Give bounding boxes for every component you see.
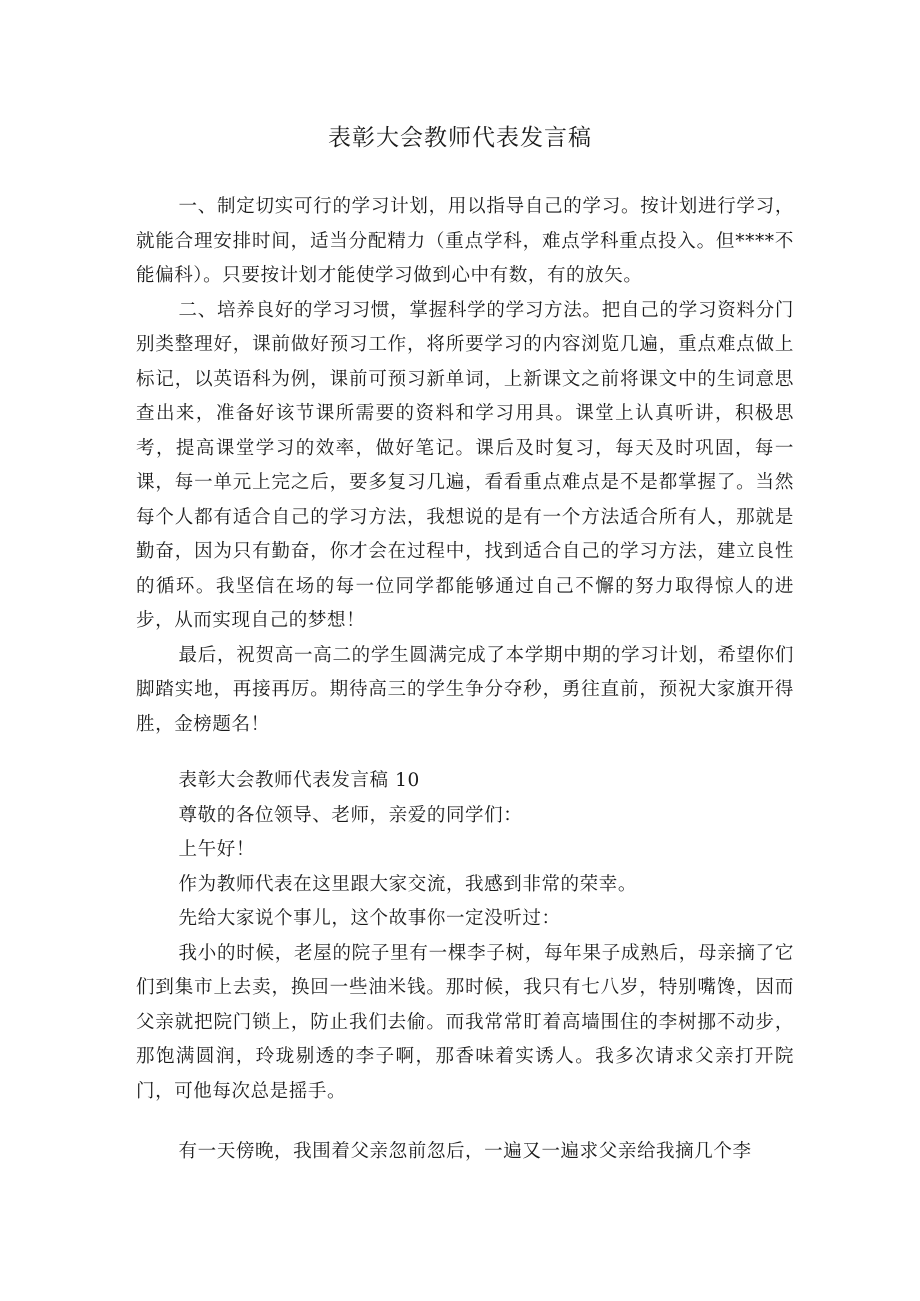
- document-title: 表彰大会教师代表发言稿: [328, 125, 592, 151]
- paragraph-study-plan: 一、制定切实可行的学习计划，用以指导自己的学习。按计划进行学习，就能合理安排时间，适当分配精力（重点学科，难点学科重点投入。但****不能偏科）。只要按计划才能使学习做到心中有数，有的放矢。: [136, 196, 794, 286]
- speech-lead: 先给大家说个事儿，这个故事你一定没听过：: [178, 908, 561, 929]
- speech-heading: 表彰大会教师代表发言稿 10: [178, 770, 420, 791]
- section-speech-10: [136, 764, 794, 1109]
- speech-salutation: 尊敬的各位领导、老师，亲爱的同学们：: [178, 804, 523, 826]
- section-study-methods: [136, 190, 794, 742]
- speech-intro: 作为教师代表在这里跟大家交流，我感到非常的荣幸。: [178, 873, 637, 895]
- paragraph-closing-wishes: 最后，祝贺高一高二的学生圆满完成了本学期中期的学习计划，希望你们脚踏实地，再接再厉。期待高三的学生争分夺秒，勇往直前，预祝大家旗开得胜，金榜题名！: [136, 644, 794, 735]
- speech-story-paragraph: 我小的时候，老屋的院子里有一棵李子树，每年果子成熟后，母亲摘了它们到集市上去卖，换回一些油米钱。那时候，我只有七八岁，特别嘴馋，因而父亲就把院门锁上，防止我们去偷。而我常常盯着高墙围住的李树挪不动步，那饱满圆润，玲珑剔透的李子啊，那香味着实诱人。我多次请求父亲打开院门，可他每次总是摇手。: [136, 942, 794, 1102]
- speech-greeting: 上午好！: [178, 839, 255, 860]
- paragraph-study-habits: 二、培养良好的学习习惯，掌握科学的学习方法。把自己的学习资料分门别类整理好，课前做好预习工作，将所要学习的内容浏览几遍，重点难点做上标记，以英语科为例，课前可预习新单词，上新课文之前将课文中的生词意思查出来，准备好该节课所需要的资料和学习用具。课堂上认真听讲，积极思考，提高课堂学习的效率，做好笔记。课后及时复习，每天及时巩固，每一课，每一单元上完之后，要多复习几遍，看看重点难点是不是都掌握了。当然每个人都有适合自己的学习方法，我想说的是有一个方法适合所有人，那就是勤奋，因为只有勤奋，你才会在过程中，找到适合自己的学习方法，建立良性的循环。我坚信在场的每一位同学都能够通过自己不懈的努力取得惊人的进步，从而实现自己的梦想！: [136, 299, 794, 631]
- story-continuation-paragraph: 有一天傍晚，我围着父亲忽前忽后，一遍又一遍求父亲给我摘几个李: [178, 1141, 752, 1162]
- section-continuation: [136, 1135, 794, 1170]
